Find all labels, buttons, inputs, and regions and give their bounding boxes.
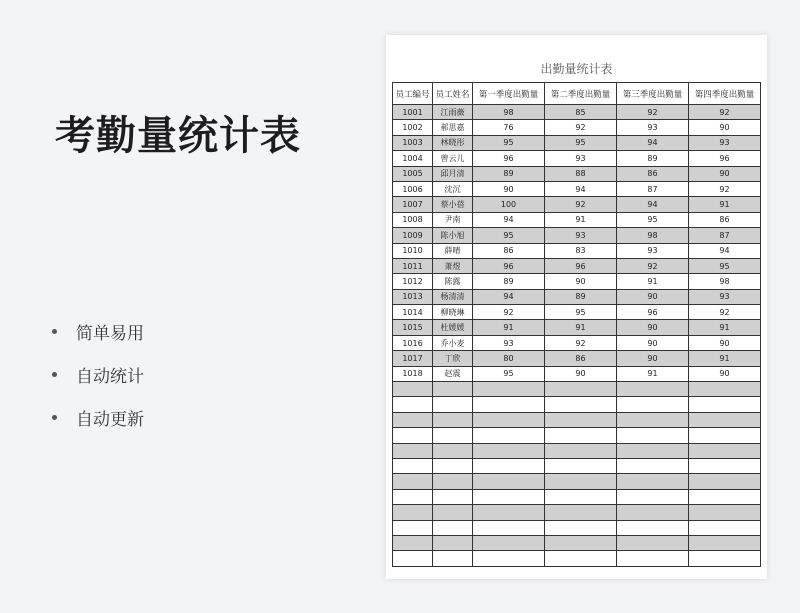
column-header: 员工编号: [393, 83, 433, 105]
table-cell: 92: [617, 258, 689, 273]
table-cell: 92: [689, 305, 761, 320]
table-cell: [473, 428, 545, 443]
table-cell: 92: [617, 105, 689, 120]
table-cell: 蔡小蓓: [433, 197, 473, 212]
table-cell: [617, 428, 689, 443]
table-cell: [393, 535, 433, 550]
table-cell: 96: [545, 258, 617, 273]
table-row: [393, 397, 761, 412]
table-cell: 91: [689, 351, 761, 366]
table-cell: [393, 428, 433, 443]
table-row: [393, 243, 761, 258]
table-cell: [617, 535, 689, 550]
table-cell: [689, 397, 761, 412]
table-row: [393, 366, 761, 381]
table-cell: 86: [689, 212, 761, 227]
table-cell: [473, 535, 545, 550]
table-cell: [617, 551, 689, 566]
table-cell: 90: [617, 320, 689, 335]
table-cell: [617, 505, 689, 520]
table-cell: 92: [545, 120, 617, 135]
table-cell: 尹南: [433, 212, 473, 227]
table-cell: 93: [545, 151, 617, 166]
table-cell: 89: [617, 151, 689, 166]
table-cell: 98: [617, 228, 689, 243]
table-cell: [473, 551, 545, 566]
table-cell: [433, 382, 473, 397]
table-cell: [433, 535, 473, 550]
table-body: [393, 105, 761, 567]
table-row: [393, 120, 761, 135]
table-cell: 98: [689, 274, 761, 289]
table-cell: [545, 535, 617, 550]
table-row: [393, 335, 761, 350]
column-header: 第一季度出勤量: [473, 83, 545, 105]
table-row: [393, 320, 761, 335]
table-row: [393, 458, 761, 473]
table-row: [393, 212, 761, 227]
table-cell: 1009: [393, 228, 433, 243]
table-cell: [393, 458, 433, 473]
feature-label: 自动更新: [76, 410, 144, 430]
table-cell: 95: [473, 366, 545, 381]
table-cell: [433, 505, 473, 520]
table-cell: 1004: [393, 151, 433, 166]
table-cell: 1017: [393, 351, 433, 366]
table-cell: 92: [473, 305, 545, 320]
column-header: 第二季度出勤量: [545, 83, 617, 105]
table-cell: 91: [617, 366, 689, 381]
table-cell: [473, 520, 545, 535]
table-row: [393, 228, 761, 243]
table-cell: 93: [617, 120, 689, 135]
table-row: [393, 443, 761, 458]
feature-label: 简单易用: [76, 324, 144, 344]
table-cell: 陈小旭: [433, 228, 473, 243]
table-cell: 90: [617, 335, 689, 350]
table-cell: 89: [545, 289, 617, 304]
table-cell: [545, 489, 617, 504]
table-cell: [545, 382, 617, 397]
table-cell: 76: [473, 120, 545, 135]
table-cell: 90: [689, 335, 761, 350]
table-cell: [617, 382, 689, 397]
table-cell: 90: [545, 274, 617, 289]
table-cell: 1010: [393, 243, 433, 258]
table-cell: [433, 520, 473, 535]
table-cell: 89: [473, 166, 545, 181]
table-cell: [617, 443, 689, 458]
table-cell: [473, 382, 545, 397]
page-title: 考勤量统计表: [55, 113, 301, 159]
table-cell: [545, 412, 617, 427]
table-cell: [689, 458, 761, 473]
table-cell: [545, 520, 617, 535]
table-cell: 1003: [393, 135, 433, 150]
table-cell: 93: [689, 135, 761, 150]
table-cell: 90: [689, 120, 761, 135]
table-row: [393, 135, 761, 150]
table-cell: 柳晓琳: [433, 305, 473, 320]
table-cell: [473, 443, 545, 458]
table-cell: [689, 489, 761, 504]
table-cell: 1011: [393, 258, 433, 273]
table-cell: [617, 397, 689, 412]
table-cell: 萧煜: [433, 258, 473, 273]
bullet-icon: [52, 415, 57, 420]
table-row: [393, 305, 761, 320]
table-cell: 1006: [393, 181, 433, 196]
table-cell: 1018: [393, 366, 433, 381]
table-cell: 87: [617, 181, 689, 196]
table-cell: 96: [689, 151, 761, 166]
table-row: [393, 351, 761, 366]
table-cell: [545, 458, 617, 473]
table-row: [393, 151, 761, 166]
table-cell: 杜媛媛: [433, 320, 473, 335]
table-cell: 96: [473, 151, 545, 166]
table-row: [393, 258, 761, 273]
table-cell: [473, 412, 545, 427]
table-row: [393, 289, 761, 304]
table-cell: [393, 551, 433, 566]
table-cell: [433, 474, 473, 489]
table-cell: 94: [473, 212, 545, 227]
table-cell: 91: [545, 320, 617, 335]
table-cell: [545, 551, 617, 566]
table-row: [393, 474, 761, 489]
table-cell: [545, 428, 617, 443]
table-cell: [393, 397, 433, 412]
bullet-icon: [52, 329, 57, 334]
table-cell: [473, 474, 545, 489]
table-cell: 薛晴: [433, 243, 473, 258]
table-cell: [433, 397, 473, 412]
table-cell: 83: [545, 243, 617, 258]
table-cell: 86: [473, 243, 545, 258]
table-cell: 1015: [393, 320, 433, 335]
table-cell: 85: [545, 105, 617, 120]
table-cell: [617, 458, 689, 473]
table-cell: [433, 551, 473, 566]
table-cell: 87: [689, 228, 761, 243]
table-row: [393, 489, 761, 504]
table-row: [393, 105, 761, 120]
table-cell: 93: [473, 335, 545, 350]
bullet-icon: [52, 372, 57, 377]
table-row: [393, 166, 761, 181]
table-cell: 98: [473, 105, 545, 120]
feature-item: [52, 396, 144, 439]
table-cell: 94: [617, 197, 689, 212]
table-cell: 郝思嘉: [433, 120, 473, 135]
table-cell: 邱月清: [433, 166, 473, 181]
table-cell: 1014: [393, 305, 433, 320]
table-cell: [393, 443, 433, 458]
table-header-row: [393, 83, 761, 105]
table-cell: [689, 428, 761, 443]
table-cell: [473, 489, 545, 504]
table-row: [393, 382, 761, 397]
table-cell: [689, 535, 761, 550]
column-header: 员工姓名: [433, 83, 473, 105]
table-cell: [433, 412, 473, 427]
table-cell: [689, 505, 761, 520]
table-cell: 94: [473, 289, 545, 304]
column-header: 第四季度出勤量: [689, 83, 761, 105]
table-row: [393, 551, 761, 566]
table-cell: 杨清清: [433, 289, 473, 304]
table-cell: [393, 520, 433, 535]
table-cell: 赵震: [433, 366, 473, 381]
feature-item: [52, 310, 144, 353]
spreadsheet-preview: [386, 35, 767, 579]
table-cell: 94: [545, 181, 617, 196]
table-cell: [433, 428, 473, 443]
table-cell: [545, 474, 617, 489]
column-header: 第三季度出勤量: [617, 83, 689, 105]
table-cell: 90: [617, 351, 689, 366]
table-row: [393, 412, 761, 427]
table-cell: 100: [473, 197, 545, 212]
table-cell: [689, 551, 761, 566]
table-cell: 90: [689, 166, 761, 181]
table-row: [393, 274, 761, 289]
table-cell: 92: [689, 105, 761, 120]
table-cell: 陈露: [433, 274, 473, 289]
table-cell: [545, 397, 617, 412]
table-cell: 丁欣: [433, 351, 473, 366]
table-cell: 1001: [393, 105, 433, 120]
table-cell: 96: [617, 305, 689, 320]
table-cell: [689, 474, 761, 489]
attendance-table: [392, 82, 761, 567]
table-cell: [393, 382, 433, 397]
table-cell: 95: [473, 135, 545, 150]
table-cell: 94: [689, 243, 761, 258]
table-cell: 93: [617, 243, 689, 258]
table-cell: 86: [617, 166, 689, 181]
table-cell: 沈沉: [433, 181, 473, 196]
table-cell: 林晓彤: [433, 135, 473, 150]
table-cell: 94: [617, 135, 689, 150]
table-cell: 91: [617, 274, 689, 289]
table-cell: 92: [545, 197, 617, 212]
table-row: [393, 181, 761, 196]
table-cell: 1002: [393, 120, 433, 135]
table-cell: 95: [473, 228, 545, 243]
table-cell: 90: [689, 366, 761, 381]
table-cell: [617, 489, 689, 504]
table-cell: 95: [689, 258, 761, 273]
table-cell: [545, 505, 617, 520]
table-cell: [393, 489, 433, 504]
table-cell: [433, 443, 473, 458]
table-cell: 93: [689, 289, 761, 304]
table-cell: 90: [545, 366, 617, 381]
table-cell: 1013: [393, 289, 433, 304]
table-cell: 91: [689, 197, 761, 212]
table-cell: 92: [689, 181, 761, 196]
table-cell: [393, 474, 433, 489]
table-cell: 93: [545, 228, 617, 243]
table-cell: 80: [473, 351, 545, 366]
table-cell: [689, 443, 761, 458]
table-row: [393, 505, 761, 520]
table-cell: [689, 520, 761, 535]
table-cell: 92: [545, 335, 617, 350]
table-cell: [433, 458, 473, 473]
table-cell: [393, 412, 433, 427]
table-cell: [393, 505, 433, 520]
table-cell: 1005: [393, 166, 433, 181]
table-cell: [473, 505, 545, 520]
table-cell: [617, 474, 689, 489]
table-cell: 1012: [393, 274, 433, 289]
table-cell: 1016: [393, 335, 433, 350]
table-row: [393, 535, 761, 550]
table-row: [393, 520, 761, 535]
table-cell: [473, 458, 545, 473]
table-cell: [617, 412, 689, 427]
table-cell: 江雨薇: [433, 105, 473, 120]
table-cell: 88: [545, 166, 617, 181]
table-cell: [545, 443, 617, 458]
table-cell: [433, 489, 473, 504]
table-cell: 91: [473, 320, 545, 335]
table-row: [393, 197, 761, 212]
feature-item: [52, 353, 144, 396]
table-cell: 90: [617, 289, 689, 304]
table-cell: 1007: [393, 197, 433, 212]
feature-label: 自动统计: [76, 367, 144, 387]
sheet-title: 出勤量统计表: [540, 62, 613, 76]
table-cell: [617, 520, 689, 535]
table-cell: 曾云儿: [433, 151, 473, 166]
feature-list: [52, 310, 144, 439]
table-row: [393, 428, 761, 443]
table-cell: [689, 382, 761, 397]
table-cell: 乔小麦: [433, 335, 473, 350]
table-cell: [473, 397, 545, 412]
table-cell: 91: [545, 212, 617, 227]
table-cell: 91: [689, 320, 761, 335]
table-cell: 89: [473, 274, 545, 289]
table-cell: [689, 412, 761, 427]
table-cell: 90: [473, 181, 545, 196]
table-cell: 95: [545, 135, 617, 150]
table-cell: 95: [617, 212, 689, 227]
table-cell: 95: [545, 305, 617, 320]
table-cell: 1008: [393, 212, 433, 227]
table-cell: 96: [473, 258, 545, 273]
table-cell: 86: [545, 351, 617, 366]
